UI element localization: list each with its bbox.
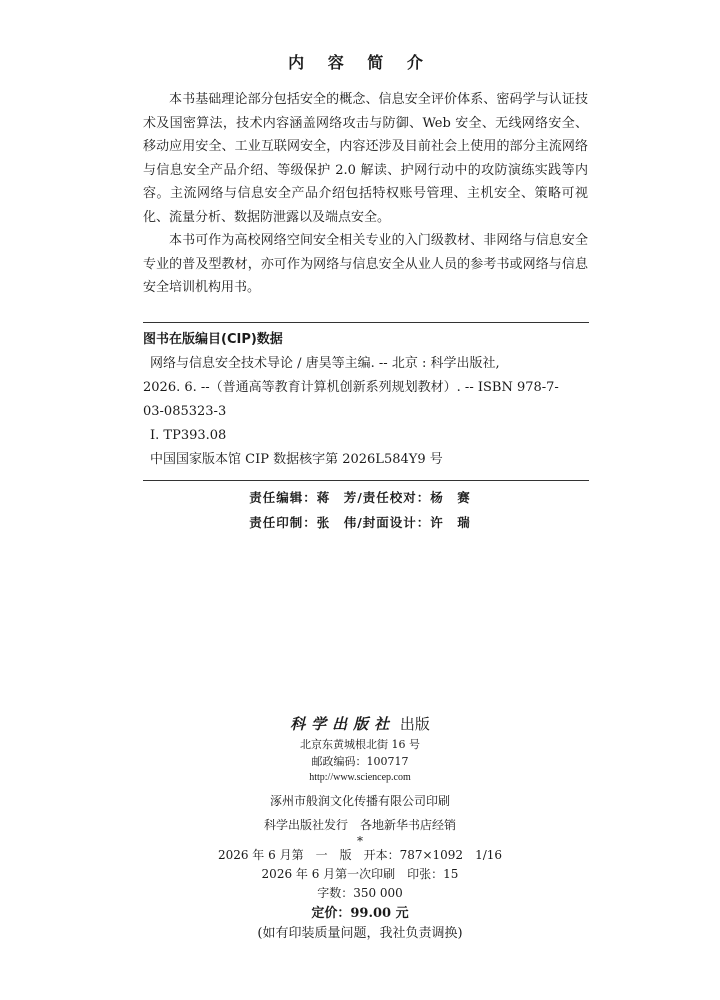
word-count: 字数：350 000	[317, 886, 403, 900]
distribution-info: 科学出版社发行 各地新华书店经销	[263, 818, 456, 832]
printing-info: 2026 年 6 月第一次印刷 印张：15	[261, 867, 459, 881]
intro-paragraph-2: 本书可作为高校网络空间安全相关专业的入门级教材、非网络与信息安全专业的普及型教材，亦可作为网络与信息安全从业人员的参考书或网络与信息安全培训机构用书。	[143, 233, 588, 295]
price: 定价：99.00 元	[311, 906, 409, 921]
intro-title: 内 容 简 介	[288, 53, 432, 72]
quality-note: (如有印装质量问题，我社负责调换)	[257, 926, 463, 941]
intro-paragraph-1: 本书基础理论部分包括安全的概念、信息安全评价体系、密码学与认证技术及国密算法，技术内容涵盖网络攻击与防御、Web 安全、无线网络安全、移动应用安全、工业互联网安全，内容还涉及目前社会上使用的部分主流网络与信息安全产品介绍、等级保护 2.0 解读、护网行动中的攻防演练实践等内容。主流网络与信息安全产品介绍包括特权账号管理、主机安全、策略可视化、流量分析、数据防泄露以及端点安全。	[143, 92, 588, 225]
publisher-postcode: 邮政编码：100717	[311, 755, 409, 768]
publisher-url: http://www.sciencep.com	[309, 772, 411, 783]
cip-heading: 图书在版编目(CIP)数据	[143, 332, 283, 347]
edition-info: 2026 年 6 月第 一 版 开本：787×1092 1/16	[217, 848, 503, 862]
staff-credits	[0, 485, 720, 535]
cip-line-2: 2026. 6. --（普通高等教育计算机创新系列规划教材）. -- ISBN 978-7-	[143, 380, 559, 395]
intro-body	[143, 88, 588, 300]
publisher-name: 科学出版社	[290, 715, 396, 733]
publisher-suffix: 出版	[399, 715, 430, 733]
publisher-address: 北京东黄城根北街 16 号	[300, 738, 420, 751]
divider-bottom	[143, 480, 589, 481]
publisher-name-line	[0, 712, 720, 736]
staff-line-1: 责任编辑：蒋 芳/责任校对：杨 赛	[249, 490, 471, 505]
printer-info: 涿州市般润文化传播有限公司印刷	[269, 794, 450, 808]
cip-block	[143, 328, 589, 472]
publisher-block	[0, 712, 720, 944]
separator-star: *	[357, 834, 363, 848]
cip-line-3: 03-085323-3	[143, 404, 227, 419]
staff-line-2: 责任印制：张 伟/封面设计：许 瑞	[249, 515, 471, 530]
divider-top	[143, 322, 589, 323]
cip-record-number: 中国国家版本馆 CIP 数据核字第 2026L584Y9 号	[150, 452, 443, 467]
cip-classification: Ⅰ. TP393.08	[150, 428, 227, 443]
cip-line-1: 网络与信息安全技术导论 / 唐昊等主编. -- 北京 : 科学出版社,	[150, 356, 500, 371]
